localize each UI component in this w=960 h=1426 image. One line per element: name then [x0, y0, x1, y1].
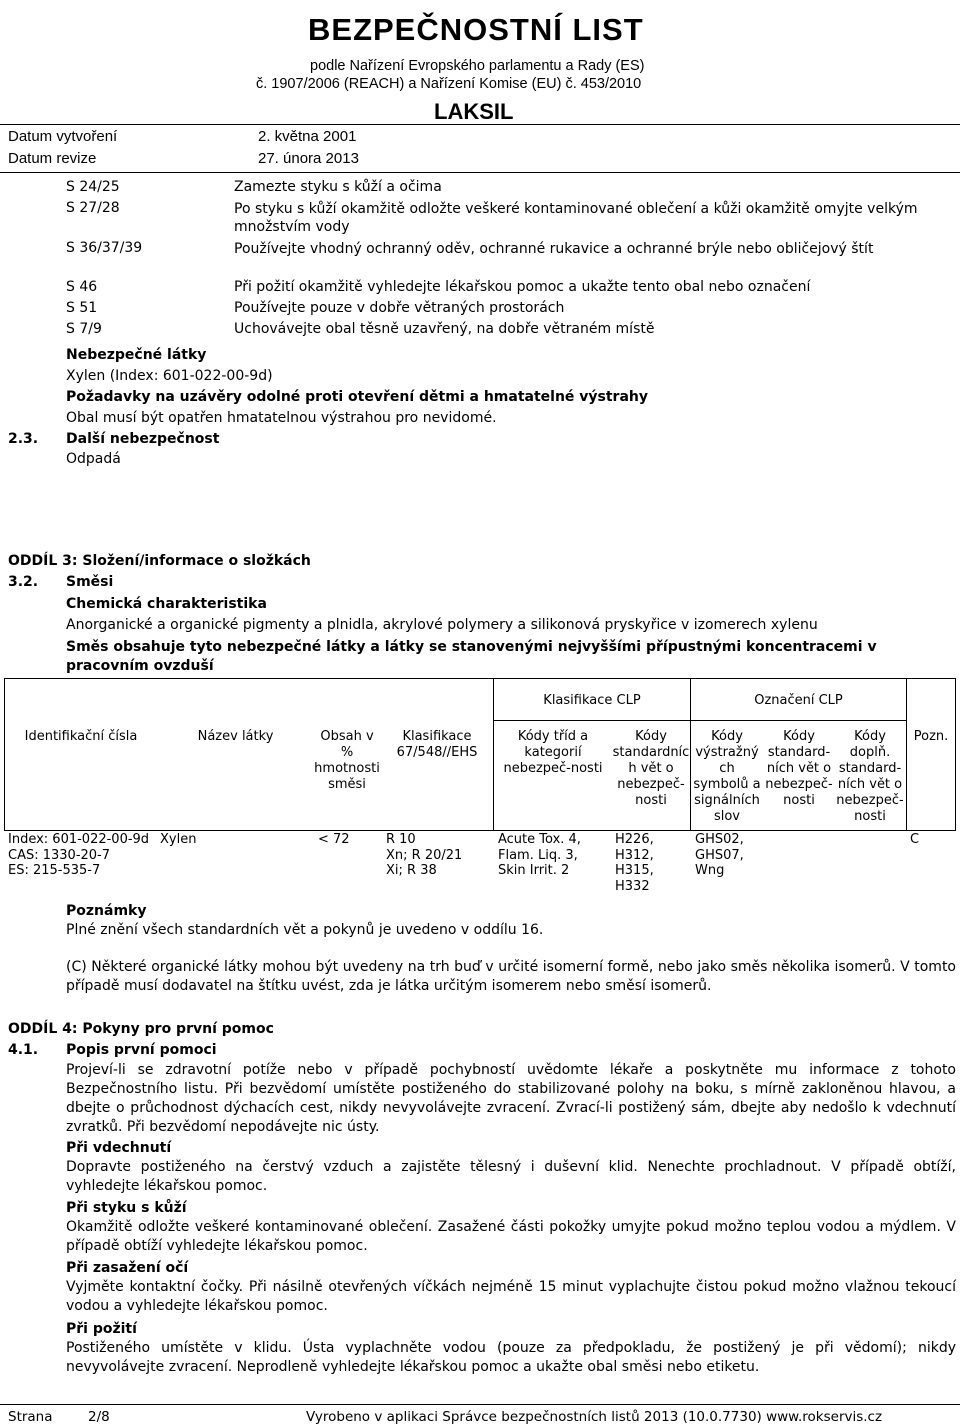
s-phrase-code: S 51 [66, 300, 98, 316]
eyes-text: Vyjměte kontaktní čočky. Při násilně otevřených víčkách nejméně 15 minut vyplachujte čistou pokud možno vlažnou tekoucí vodou a vyhledejte lékařskou pomoc. [66, 1279, 956, 1314]
id-cas: CAS: 1330-20-7 [8, 847, 111, 863]
revision-label: Datum revize [8, 150, 97, 167]
eyes-heading: Při zasažení očí [66, 1260, 189, 1276]
table-group-header: Klasifikace CLP [543, 693, 641, 708]
table-header: Kódy standard-ních vět o nebezpeč-nosti [765, 729, 833, 808]
page-number: 2/8 [88, 1409, 110, 1425]
header-divider-bottom [0, 172, 960, 173]
regulation-line-2: č. 1907/2006 (REACH) a Nařízení Komise (EU) č. 453/2010 [256, 76, 642, 92]
skin-heading: Při styku s kůží [66, 1200, 187, 1216]
s-phrase-code: S 46 [66, 279, 98, 295]
s-phrase-text: Po styku s kůží okamžitě odložte veškeré kontaminované oblečení a kůži okamžitě omyjte velkým množstvím vody [234, 201, 918, 235]
table-header: Obsah v % hmotnosti směsi [314, 729, 380, 792]
notes-text-2: (C) Některé organické látky mohou být uvedeny na trh buď v určité isomerní formě, nebo jako směs několika isomerů. V tomto případě musí dodavatel na štítku uvést, zda je látka určitým isomerem nebo směsí isomerů. [66, 959, 956, 994]
ingestion-heading: Při požití [66, 1321, 137, 1337]
table-cell-id [8, 832, 158, 879]
pict-line: GHS02, [695, 832, 744, 847]
table-header: Pozn. [913, 729, 949, 744]
section-number: 3.2. [8, 574, 39, 590]
table-cell-note: C [910, 832, 920, 847]
produced-by: Vyrobeno v aplikaci Správce bezpečnostních listů 2013 (10.0.7730) www.rokservis.cz [306, 1409, 883, 1425]
table-header: Klasifikace 67/548//EHS [396, 729, 478, 760]
hcode-line: H312, [615, 847, 654, 863]
table-header: Kódy výstražný ch symbolů a signálních slov [693, 729, 761, 824]
table-cell-name: Xylen [160, 832, 197, 847]
cat-line: Skin Irrit. 2 [498, 863, 570, 878]
cat-line: Acute Tox. 4, [498, 832, 581, 847]
table-border [955, 678, 956, 831]
closures-text: Obal musí být opatřen hmatatelnou výstrahou pro nevidomé. [66, 410, 497, 426]
other-hazards-text: Odpadá [66, 451, 121, 467]
mix-substances-text: Směs obsahuje tyto nebezpečné látky a látky se stanovenými nejvyššími přípustnými koncentracemi v pracovním ovzduší [66, 639, 877, 674]
s-phrase-code: S 24/25 [66, 179, 120, 195]
class-line: Xn; R 20/21 [386, 847, 463, 863]
product-name: LAKSIL [434, 99, 514, 124]
table-border [906, 678, 907, 831]
page-label: Strana [8, 1409, 53, 1425]
pict-line: GHS07, [695, 847, 744, 863]
revision-date: 27. února 2013 [258, 150, 359, 167]
inhalation-heading: Při vdechnutí [66, 1140, 172, 1156]
hcode-line: H315, [615, 863, 654, 878]
chem-char-text: Anorganické a organické pigmenty a plnidla, akrylové polymery a silikonová pryskyřice v izomerech xylenu [66, 617, 818, 633]
table-header: Identifikační čísla [24, 729, 138, 744]
s-phrase-code: S 27/28 [66, 200, 120, 216]
first-aid-intro: Projeví-li se zdravotní potíže nebo v případě pochybností uvědomte lékaře a poskytněte mu informace z tohoto Bezpečnostního listu. Při bezvědomí umístěte postiženého do stabilizované polohy na boku, s mírně zakloněnou hlavou, a dbejte o průchodnost dýchacích cest, nikdy nevyvolávejte zvracení. Zvrací-li postižený sám, dbejte aby nedošlo k vdechnutí zvratků. Při bezvědomí nepodávejte nic ústy. [66, 1062, 956, 1135]
skin-text: Okamžitě odložte veškeré kontaminované oblečení. Zasažené části pokožky umyjte pokud možno teplou vodou a mýdlem. V případě obtíží vyhledejte lékařskou pomoc. [66, 1219, 956, 1254]
s-phrase-text: Používejte pouze v dobře větraných prostorách [234, 300, 565, 316]
table-header: Název látky [197, 729, 274, 744]
regulation-line-1: podle Nařízení Evropského parlamentu a Rady (ES) [310, 58, 645, 74]
table-cell-pict [695, 832, 763, 879]
table-border [4, 678, 5, 831]
ingestion-text: Postiženého umístěte v klidu. Ústa vyplachněte vodou (pouze za předpokladu, že postižený je při vědomí); nikdy nevyvolávejte zvracení. Neprodleně vyhledejte lékařskou pomoc a ukažte obal směsi nebo etiketu. [66, 1340, 956, 1375]
section3-heading: ODDÍL 3: Složení/informace o složkách [8, 553, 311, 569]
created-label: Datum vytvoření [8, 128, 118, 145]
first-aid-heading: Popis první pomoci [66, 1042, 217, 1058]
other-hazards-heading: Další nebezpečnost [66, 431, 220, 447]
s-phrase-code: S 36/37/39 [66, 240, 143, 256]
chem-char-heading: Chemická charakteristika [66, 596, 267, 612]
table-cell-hcodes [615, 832, 689, 894]
table-border [4, 830, 956, 831]
table-cell-cat [498, 832, 610, 879]
hcode-line: H332 [615, 878, 650, 894]
class-line: Xi; R 38 [386, 863, 437, 878]
section-number: 2.3. [8, 431, 39, 447]
document-title: BEZPEČNOSTNÍ LIST [308, 12, 644, 47]
s-phrase-text: Při požití okamžitě vyhledejte lékařskou pomoc a ukažte tento obal nebo označení [234, 279, 811, 295]
created-date: 2. května 2001 [258, 128, 357, 145]
hcode-line: H226, [615, 832, 654, 847]
table-cell-class [386, 832, 492, 879]
inhalation-text: Dopravte postiženého na čerstvý vzduch a zajistěte tělesný i duševní klid. Nenechte prochladnout. V případě obtíží, vyhledejte lékařskou pomoc. [66, 1159, 956, 1194]
hazardous-value: Xylen (Index: 601-022-00-9d) [66, 368, 273, 384]
id-index: Index: 601-022-00-9d [8, 832, 150, 847]
cat-line: Flam. Liq. 3, [498, 847, 578, 863]
footer-divider [0, 1404, 960, 1405]
notes-heading: Poznámky [66, 903, 147, 919]
table-border [4, 678, 956, 679]
section-number: 4.1. [8, 1042, 39, 1058]
pict-line: Wng [695, 863, 725, 878]
notes-text-1: Plné znění všech standardních vět a pokynů je uvedeno v oddílu 16. [66, 922, 544, 938]
table-border [493, 720, 906, 721]
id-es: ES: 215-535-7 [8, 863, 101, 878]
table-header: Kódy standardníc h vět o nebezpeč-nosti [612, 729, 690, 808]
closures-heading: Požadavky na uzávěry odolné proti otevření dětmi a hmatatelné výstrahy [66, 389, 649, 405]
table-header: Kódy doplň. standard-ních vět o nebezpeč-nosti [836, 729, 904, 824]
s-phrase-text: Zamezte styku s kůží a očima [234, 179, 442, 195]
table-group-header: Označení CLP [754, 693, 843, 708]
hazardous-heading: Nebezpečné látky [66, 347, 207, 363]
table-header: Kódy tříd a kategorií nebezpeč-nosti [503, 729, 603, 776]
section4-heading: ODDÍL 4: Pokyny pro první pomoc [8, 1021, 274, 1037]
s-phrase-text: Používejte vhodný ochranný oděv, ochranné rukavice a ochranné brýle nebo obličejový štít [234, 241, 874, 257]
table-cell-content: < 72 [318, 832, 350, 847]
header-divider [0, 124, 960, 125]
s-phrase-text: Uchovávejte obal těsně uzavřený, na dobře větraném místě [234, 321, 655, 337]
s-phrase-code: S 7/9 [66, 321, 102, 337]
mixtures-heading: Směsi [66, 574, 114, 590]
class-line: R 10 [386, 832, 416, 847]
